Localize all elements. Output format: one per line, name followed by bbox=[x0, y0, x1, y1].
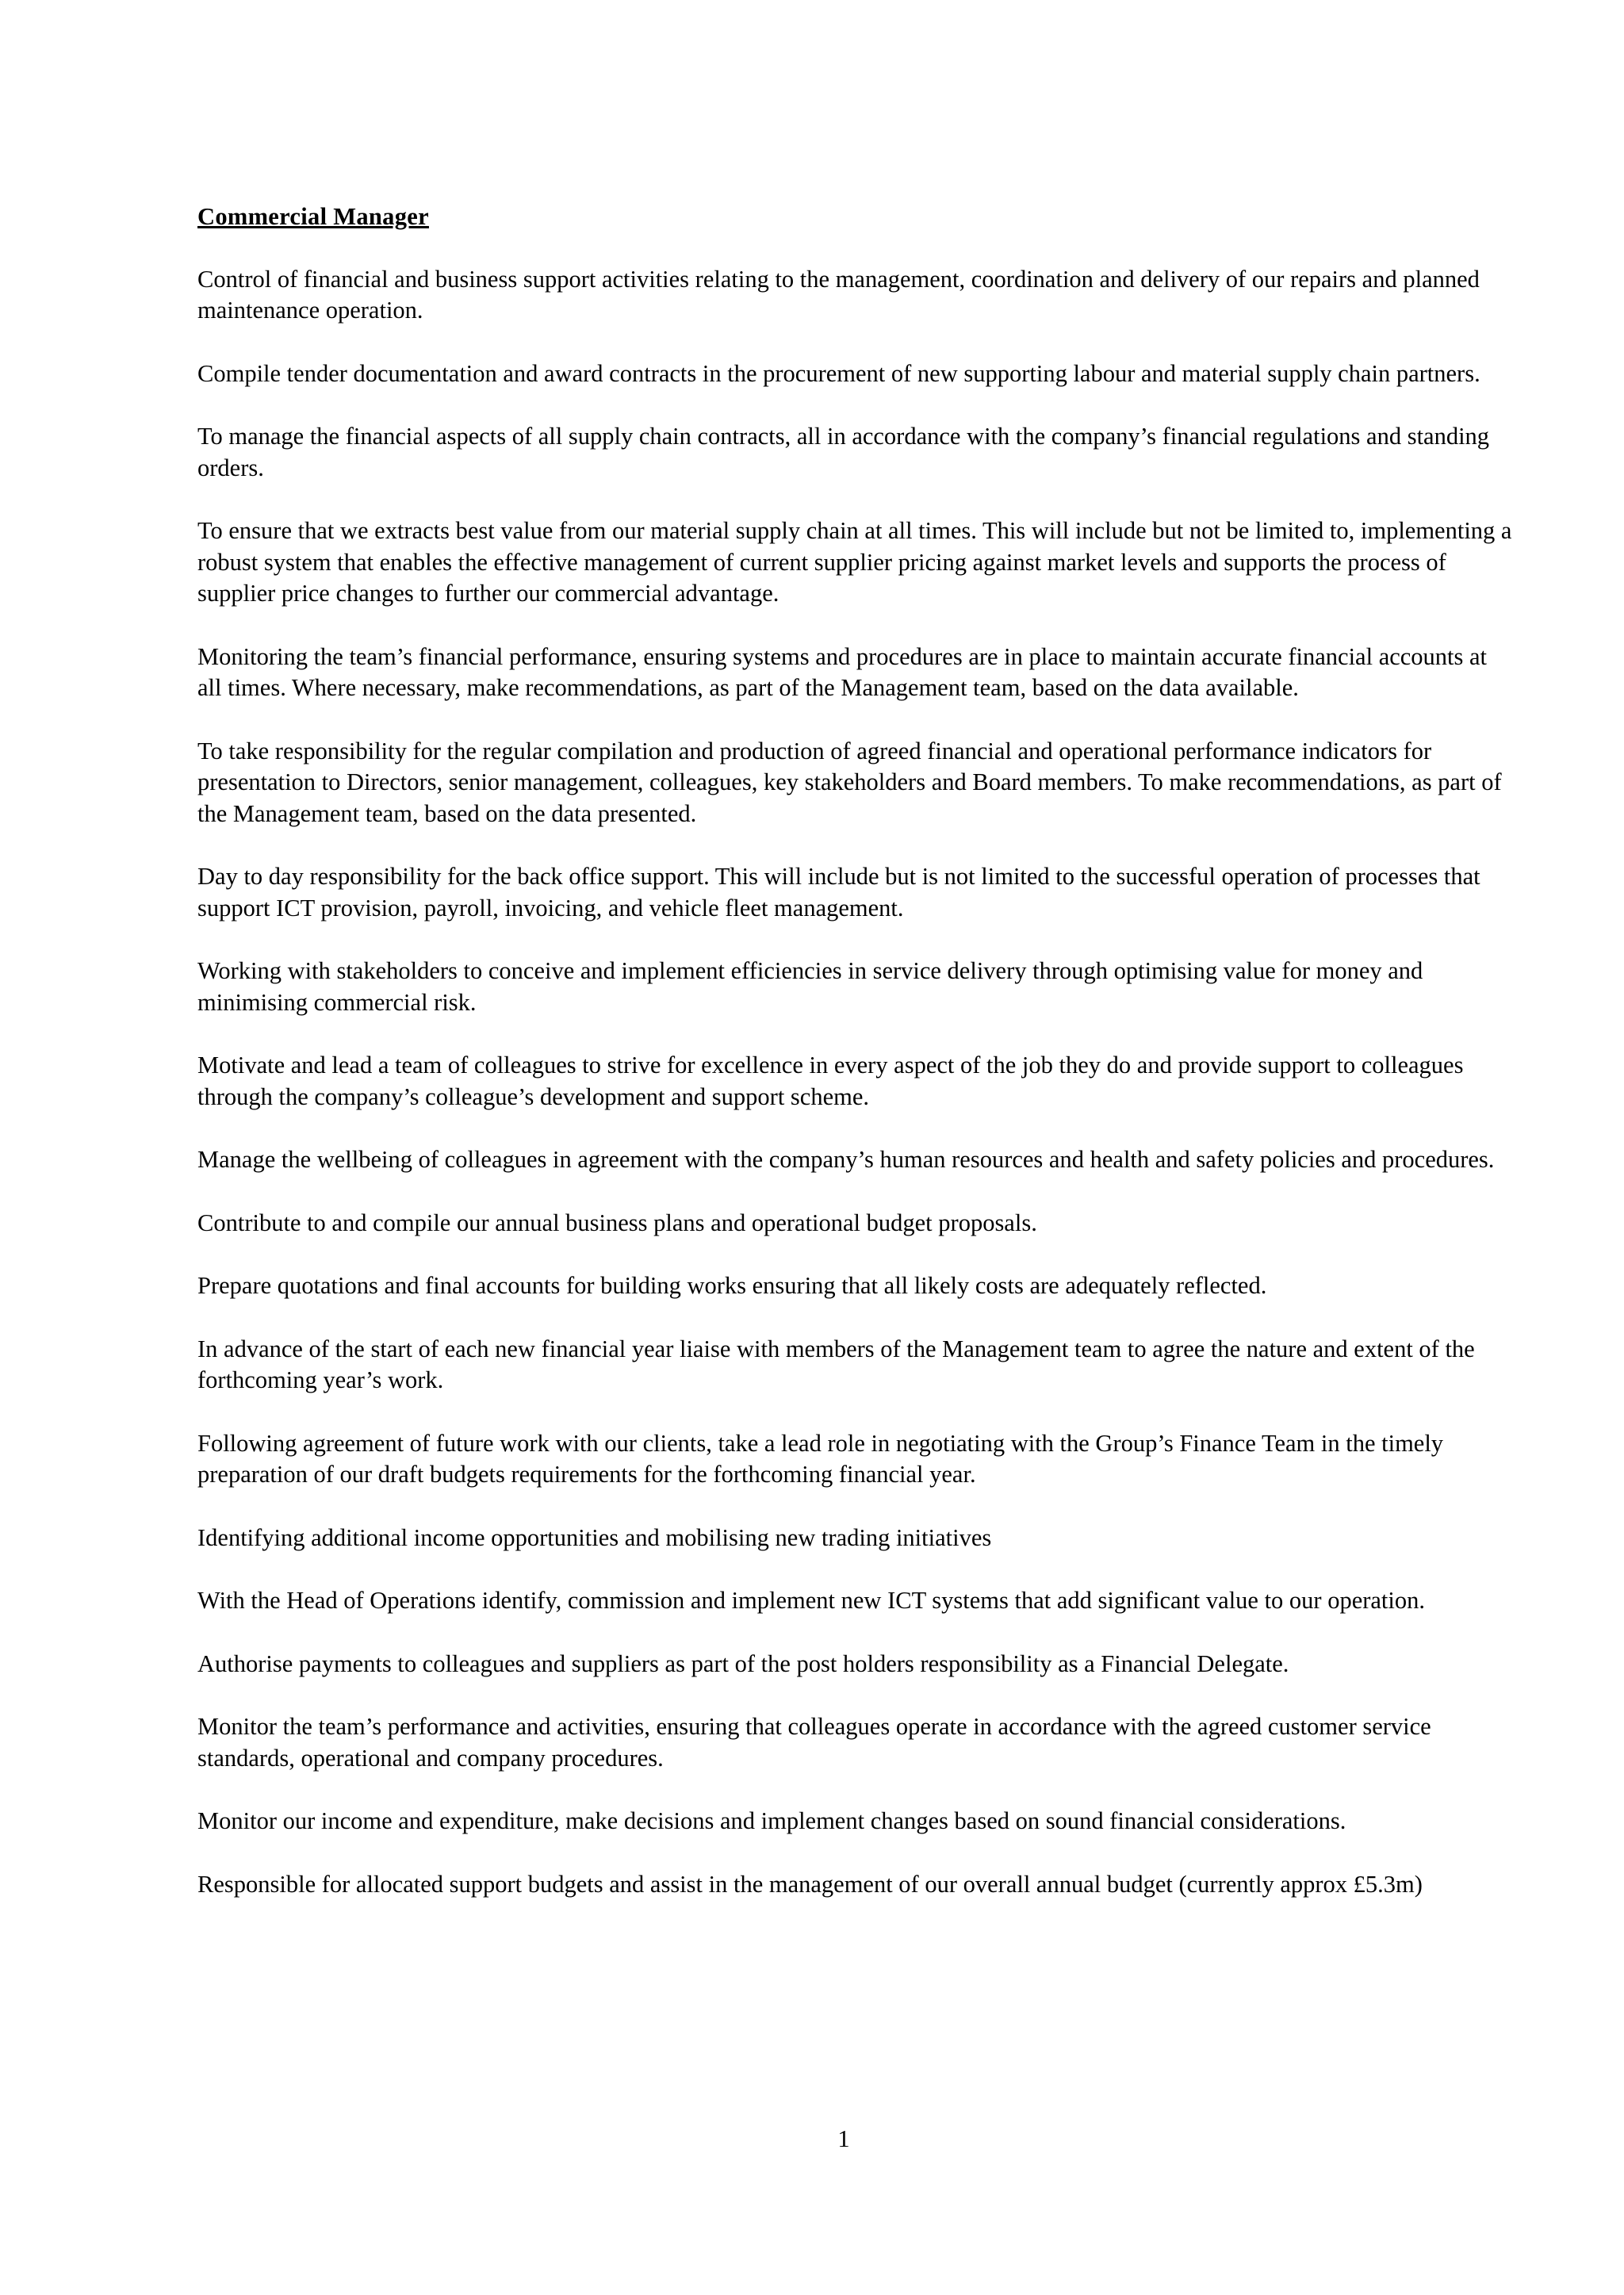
page-number: 1 bbox=[837, 2125, 850, 2152]
paragraph: Identifying additional income opportunities and mobilising new trading initiatives bbox=[197, 1523, 992, 1551]
paragraph: Contribute to and compile our annual business plans and operational budget proposals. bbox=[197, 1209, 1037, 1236]
paragraph: Working with stakeholders to conceive and implement efficiencies in service delivery through optimising value for money and minimising commercial risk. bbox=[197, 957, 1423, 1016]
paragraph: Authorise payments to colleagues and suppliers as part of the post holders responsibility as a Financial Delegate. bbox=[197, 1649, 1289, 1677]
paragraph: Prepare quotations and final accounts for building works ensuring that all likely costs are adequately reflected. bbox=[197, 1272, 1267, 1299]
paragraph: Manage the wellbeing of colleagues in agreement with the company’s human resources and health and safety policies and procedures. bbox=[197, 1146, 1495, 1173]
paragraph: Motivate and lead a team of colleagues to strive for excellence in every aspect of the job they do and provide support to colleagues through the company’s colleague’s development and support scheme. bbox=[197, 1052, 1464, 1110]
paragraph: Monitoring the team’s financial performance, ensuring systems and procedures are in place to maintain accurate financial accounts at all times. Where necessary, make recommendations, as part of the Management team, based on the data available. bbox=[197, 642, 1488, 701]
paragraph: To manage the financial aspects of all supply chain contracts, all in accordance with the company’s financial regulations and standing orders. bbox=[197, 423, 1490, 481]
paragraph: To ensure that we extracts best value from our material supply chain at all times. This will include but not be limited to, implementing a robust system that enables the effective management of current supplier pricing against market levels and supports the process of supplier price changes to further our commercial advantage. bbox=[197, 517, 1512, 607]
document-body bbox=[197, 201, 1514, 1932]
paragraph: Monitor the team’s performance and activities, ensuring that colleagues operate in accordance with the agreed customer service standards, operational and company procedures. bbox=[197, 1713, 1431, 1772]
page-title: Commercial Manager bbox=[197, 203, 429, 230]
paragraph: With the Head of Operations identify, commission and implement new ICT systems that add significant value to our operation. bbox=[197, 1587, 1426, 1614]
paragraph: Responsible for allocated support budgets and assist in the management of our overall annual budget (currently approx £5.3m) bbox=[197, 1870, 1423, 1898]
paragraph: Control of financial and business support activities relating to the management, coordination and delivery of our repairs and planned maintenance operation. bbox=[197, 265, 1480, 324]
paragraph: Following agreement of future work with our clients, take a lead role in negotiating with the Group’s Finance Team in the timely preparation of our draft budgets requirements for the forthcoming financial year. bbox=[197, 1429, 1444, 1488]
paragraph: Compile tender documentation and award contracts in the procurement of new supporting labour and material supply chain partners. bbox=[197, 359, 1480, 387]
paragraph: In advance of the start of each new financial year liaise with members of the Management team to agree the nature and extent of the forthcoming year’s work. bbox=[197, 1335, 1475, 1393]
paragraph: To take responsibility for the regular compilation and production of agreed financial and operational performance indicators for presentation to Directors, senior management, colleagues, key stakeholders and Board members. To make recommendations, as part of the Management team, based on the data presented. bbox=[197, 737, 1502, 827]
paragraph: Day to day responsibility for the back office support. This will include but is not limited to the successful operation of processes that support ICT provision, payroll, invoicing, and vehicle fleet management. bbox=[197, 863, 1480, 921]
paragraph: Monitor our income and expenditure, make decisions and implement changes based on sound financial considerations. bbox=[197, 1807, 1346, 1834]
